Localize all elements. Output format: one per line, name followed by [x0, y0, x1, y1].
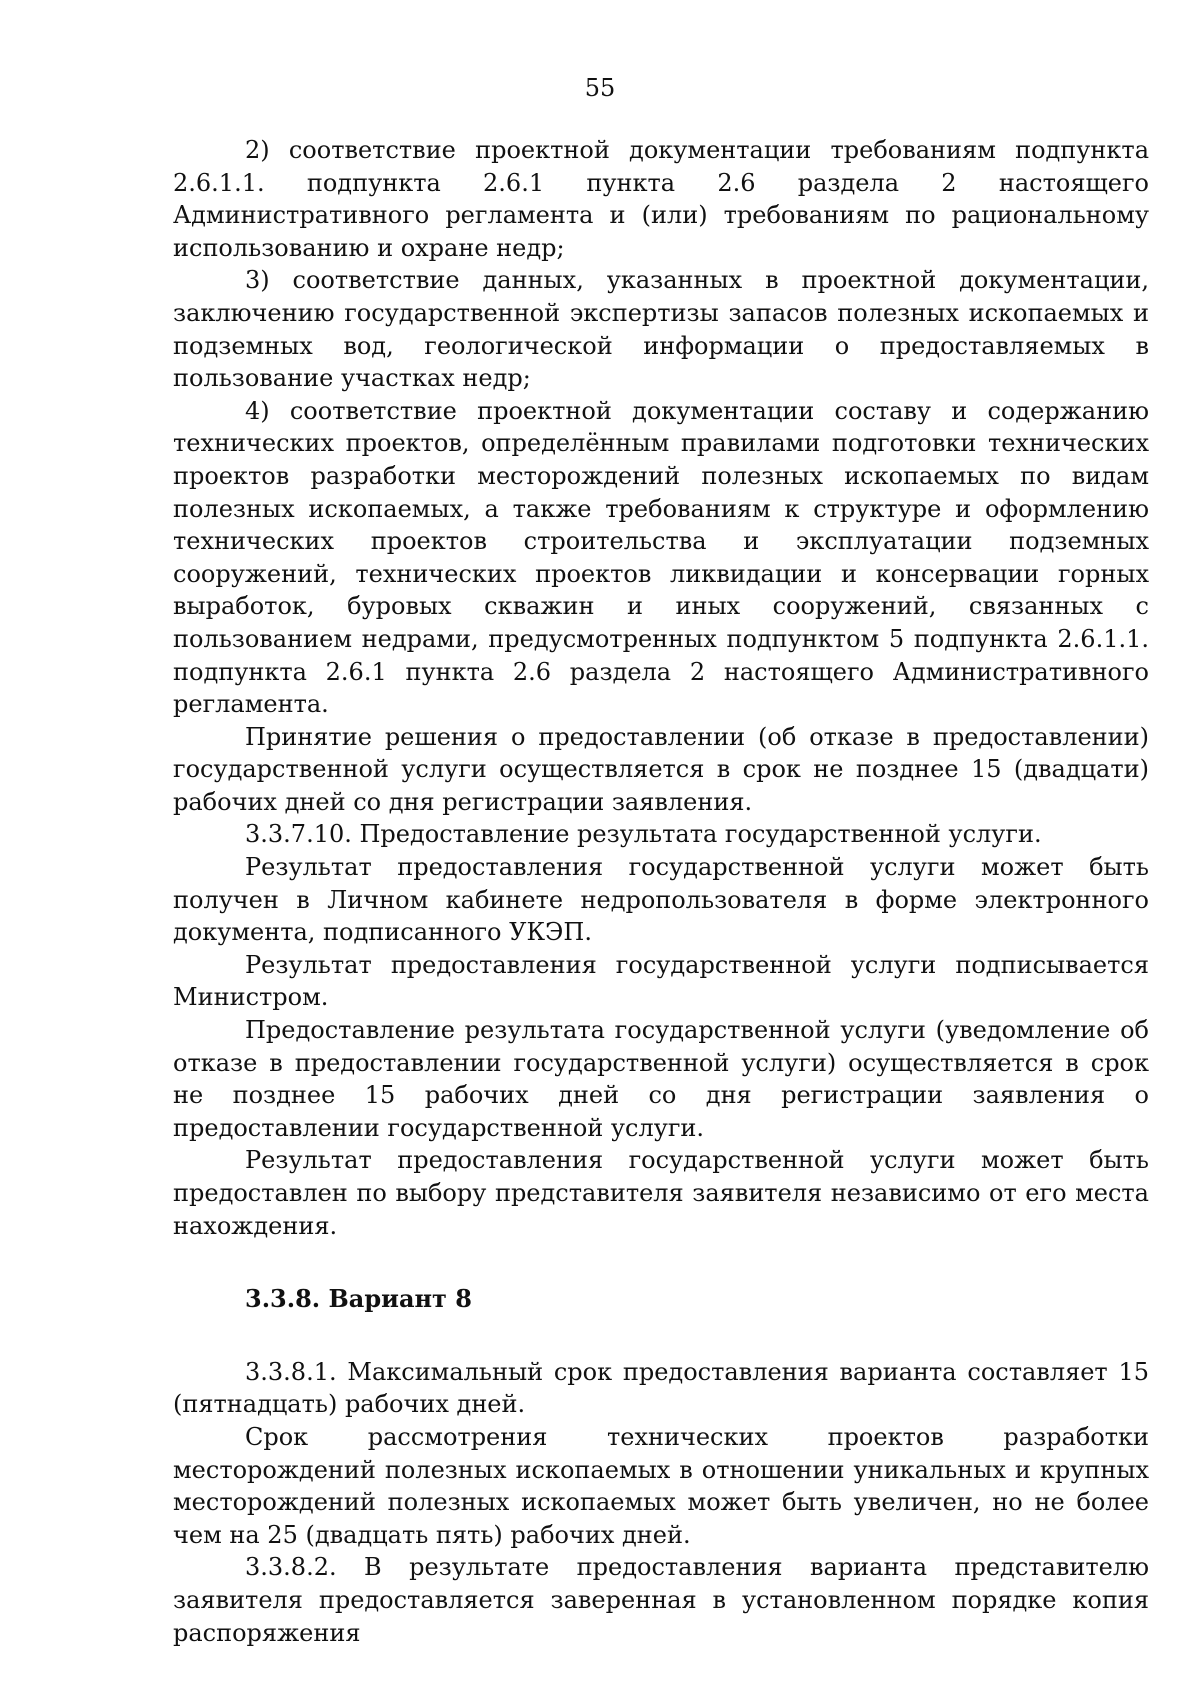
paragraph-item-3: 3) соответствие данных, указанных в проектной документации, заключению государственной экспертизы запасов полезных ископаемых и подземных вод, геологической информации о предоставляемых в пользование участках недр;	[173, 266, 1149, 393]
paragraph-decision-deadline: Принятие решения о предоставлении (об отказе в предоставлении) государственной услуги осуществляется в срок не позднее 15 (двадцати) рабочих дней со дня регистрации заявления.	[173, 722, 1149, 816]
section-heading-variant-8: 3.3.8. Вариант 8	[245, 1284, 472, 1314]
paragraph-3-3-8-2: 3.3.8.2. В результате предоставления варианта представителю заявителя предоставляется заверенная в установленном порядке копия распоряжения	[173, 1553, 1149, 1647]
document-body	[173, 134, 1149, 1649]
paragraph-3-3-7-10: 3.3.7.10. Предоставление результата государственной услуги.	[245, 820, 1042, 849]
paragraph-result-deadline: Предоставление результата государственной услуги (уведомление об отказе в предоставлении государственной услуги) осуществляется в срок не позднее 15 рабочих дней со дня регистрации заявления о предоставлении государственной услуги.	[173, 1016, 1149, 1142]
paragraph-3-3-8-1: 3.3.8.1. Максимальный срок предоставления варианта составляет 15 (пятнадцать) рабочих дней.	[173, 1357, 1149, 1419]
page-number: 55	[584, 74, 616, 102]
paragraph-review-period: Срок рассмотрения технических проектов разработки месторождений полезных ископаемых в отношении уникальных и крупных месторождений полезных ископаемых может быть увеличен, но не более чем на 25 (двадцать пять) рабочих дней.	[173, 1422, 1149, 1549]
paragraph-item-2: 2) соответствие проектной документации требованиям подпункта 2.6.1.1. подпункта 2.6.1 пункта 2.6 раздела 2 настоящего Административного регламента и (или) требованиям по рациональному использованию и охране недр;	[173, 136, 1149, 262]
paragraph-item-4: 4) соответствие проектной документации составу и содержанию технических проектов, определённым правилами подготовки технических проектов разработки месторождений полезных ископаемых по видам полезных ископаемых, а также требованиям к структуре и оформлению технических проектов строительства и эксплуатации подземных сооружений, технических проектов ликвидации и консервации горных выработок, буровых скважин и иных сооружений, связанных с пользованием недрами, предусмотренных подпунктом 5 подпункта 2.6.1.1. подпункта 2.6.1 пункта 2.6 раздела 2 настоящего Административного регламента.	[173, 396, 1149, 719]
paragraph-result-signed: Результат предоставления государственной услуги подписывается Министром.	[173, 950, 1149, 1012]
paragraph-result-location: Результат предоставления государственной услуги может быть предоставлен по выбору представителя заявителя независимо от его места нахождения.	[173, 1146, 1149, 1240]
paragraph-result-personal-cabinet: Результат предоставления государственной услуги может быть получен в Личном кабинете недропользователя в форме электронного документа, подписанного УКЭП.	[173, 853, 1149, 947]
